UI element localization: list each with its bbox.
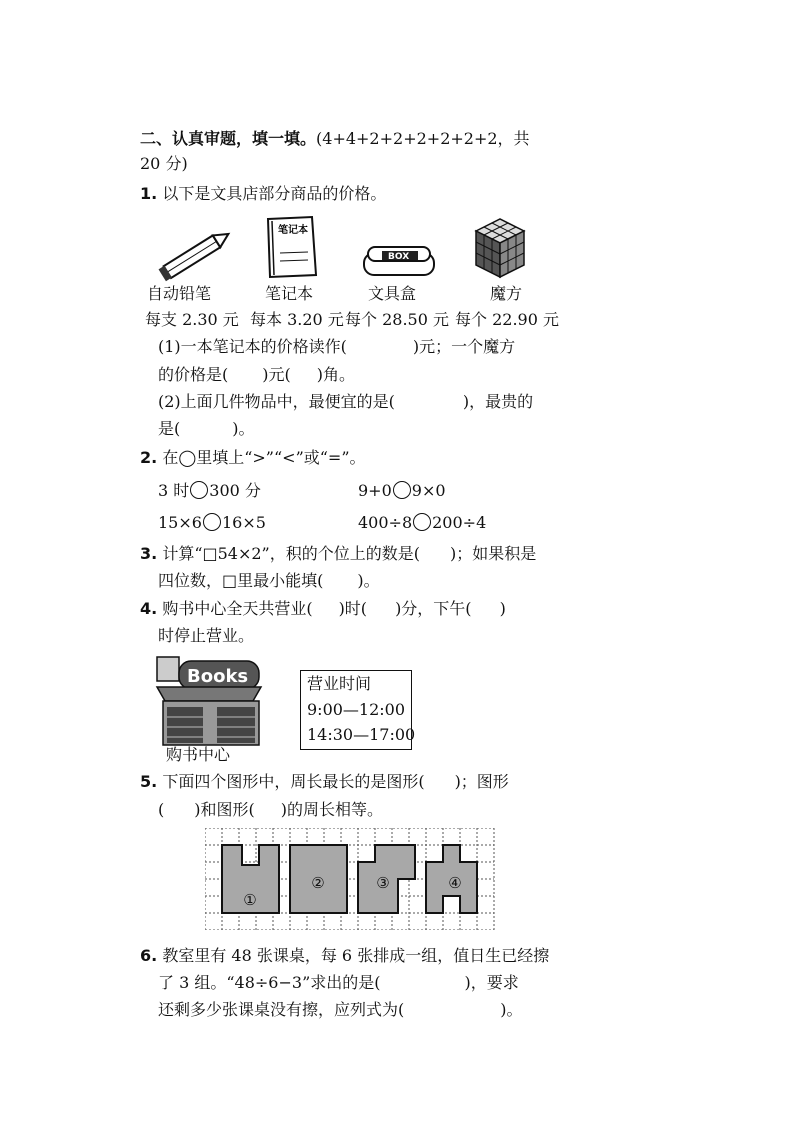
q1-number: 1. [140,184,158,203]
hours-afternoon: 14:30—17:00 [307,725,416,744]
compare-circle [413,513,431,531]
q1-text: 以下是文具店部分商品的价格。 [162,184,387,203]
q1-stem [140,183,386,205]
hours-title: 营业时间 [307,674,372,693]
store-label: 购书中心 [166,745,231,764]
q1-part1-line2: 的价格是( )元( )角。 [158,365,355,384]
q2-stem: 2. 在◯里填上“>”“<”或“=”。 [140,448,366,467]
q3-line2: 四位数，□里最小能填( )。 [158,571,380,590]
q6-line3: 还剩多少张课桌没有擦，应列式为( )。 [158,1000,523,1019]
compare-circle [393,481,411,499]
item-name-cube: 魔方 [490,284,523,303]
price-pencil: 每支 2.30 元 [145,310,239,329]
q4-line1: 4. 购书中心全天共营业( )时( )分，下午( ) [140,599,506,618]
compare-3: 15×6 16×5 [158,513,266,532]
price-notebook: 每本 3.20 元 [250,310,344,329]
item-name-notebook: 笔记本 [265,284,314,303]
bookstore-icon [155,655,265,750]
q1-part2-line1: (2)上面几件物品中，最便宜的是( )，最贵的 [158,392,534,411]
price-cube: 每个 22.90 元 [455,310,559,329]
item-name-pencil: 自动铅笔 [147,284,212,303]
price-pencil-box: 每个 28.50 元 [345,310,449,329]
grid-figure [205,828,505,930]
business-hours-box [300,670,416,750]
q1-part1-line1: (1)一本笔记本的价格读作( )元；一个魔方 [158,337,516,356]
shape-label-4: ④ [448,874,462,892]
section-header [140,128,530,150]
compare-4: 400÷8 200÷4 [358,513,487,532]
box-label: BOX [388,252,410,262]
store-sign: Books [187,666,249,687]
section-title: 二、认真审题，填一填。 [140,129,317,148]
q5-line1: 5. 下面四个图形中，周长最长的是图形( )；图形 [140,772,509,791]
shape-label-2: ② [311,874,325,892]
pencil-icon [155,228,235,283]
compare-2: 9+0 9×0 [358,481,446,500]
hours-morning: 9:00—12:00 [307,700,406,719]
q1-part2-line2: 是( )。 [158,419,255,438]
compare-circle [190,481,208,499]
q5-line2: ( )和图形( )的周长相等。 [158,800,383,819]
section-score-cont: 20 分) [140,154,188,173]
q6-line2: 了 3 组。“48÷6−3”求出的是( )，要求 [158,973,519,992]
compare-circle [203,513,221,531]
q3-line1: 3. 计算“□54×2”，积的个位上的数是( )；如果积是 [140,544,537,563]
item-name-pencil-box: 文具盒 [368,284,417,303]
notebook-icon [262,215,320,281]
pencil-box-icon [360,243,438,281]
rubiks-cube-icon [470,215,530,281]
q4-line2: 时停止营业。 [158,626,255,645]
q6-line1: 6. 教室里有 48 张课桌，每 6 张排成一组，值日生已经擦 [140,946,550,965]
shape-label-1: ① [243,891,257,909]
shape-label-3: ③ [376,874,390,892]
section-score: (4+4+2+2+2+2+2+2，共 [316,129,530,148]
compare-1: 3 时 300 分 [158,481,261,500]
notebook-cover-text: 笔记本 [278,225,308,236]
